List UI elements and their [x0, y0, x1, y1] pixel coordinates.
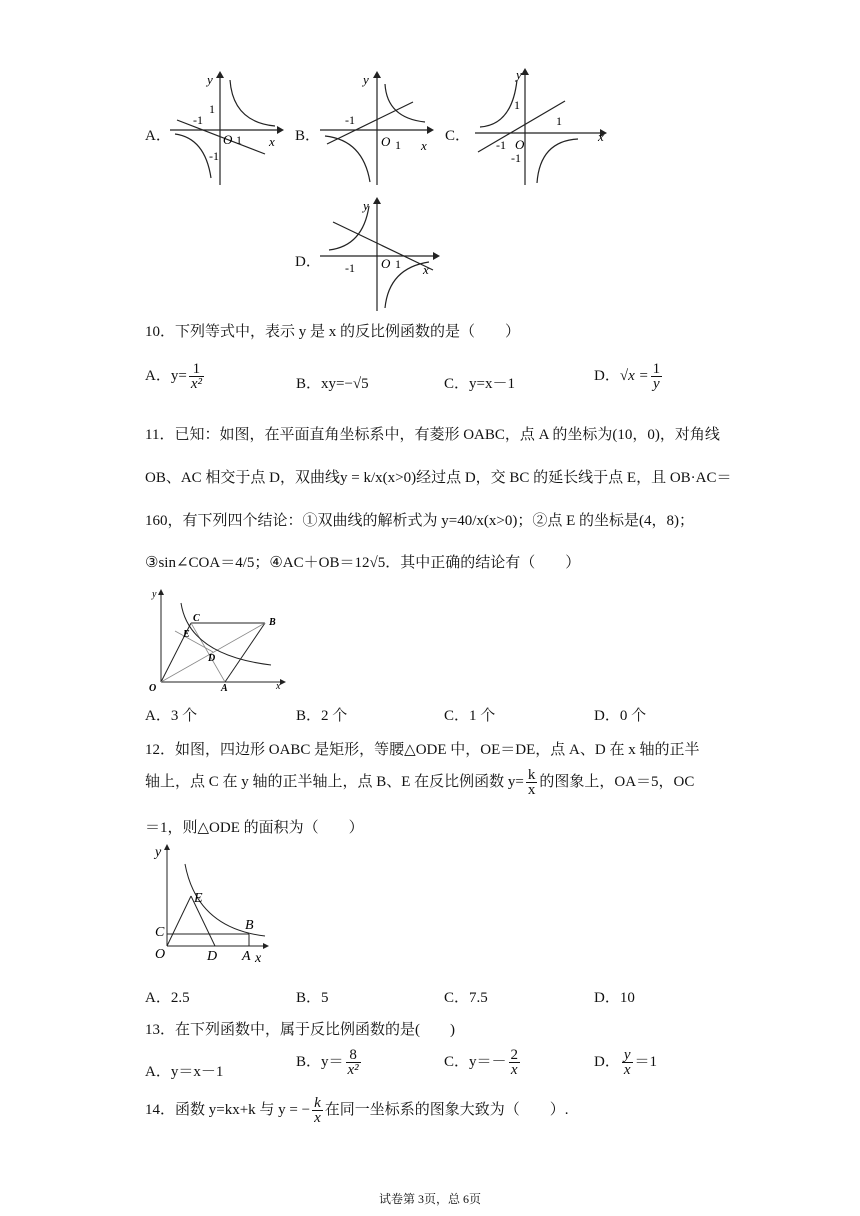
- svg-text:C: C: [193, 613, 200, 624]
- svg-text:O: O: [223, 132, 233, 147]
- q13-option-b: B．y＝ $\frac{8}{\text{x²}}$: [296, 1047, 359, 1078]
- question-13-stem: 13．在下列函数中，属于反比例函数的是( ): [145, 1022, 455, 1038]
- svg-text:-1: -1: [193, 113, 203, 127]
- question-11-line3: 160，有下列四个结论：①双曲线的解析式为 y=40/x(x>0)；②点 E 的坐标是(4，8)；: [145, 513, 694, 529]
- question-11-line4: ③sin∠COA＝4/5；④AC＋OB＝12√5．其中正确的结论有（ ）: [145, 555, 581, 571]
- graph-option-c: [470, 65, 610, 190]
- question-10-stem: 10．下列等式中，表示 y 是 x 的反比例函数的是（ ）: [145, 324, 521, 340]
- svg-text:x: x: [276, 681, 281, 692]
- svg-text:C: C: [155, 925, 165, 940]
- svg-text:y: y: [152, 589, 157, 600]
- svg-text:O: O: [381, 256, 391, 271]
- svg-text:x: x: [269, 134, 275, 149]
- svg-text:y: y: [363, 72, 369, 87]
- q12-option-b: B．5: [296, 990, 329, 1006]
- graph-option-a: [165, 70, 285, 190]
- question-11-line1: 11．已知：如图，在平面直角坐标系中，有菱形 OABC，点 A 的坐标为(10，0)，对角线: [145, 427, 720, 443]
- option-a-label: A．: [145, 128, 171, 144]
- q13-option-d: D． $\frac{y}{x}$ ＝1: [594, 1047, 658, 1078]
- svg-text:y: y: [516, 67, 522, 82]
- svg-text:O: O: [515, 137, 525, 152]
- page-footer: 试卷第 3页，总 6页: [378, 1192, 481, 1206]
- svg-text:-1: -1: [496, 138, 506, 152]
- question-12-line1: 12．如图，四边形 OABC 是矩形，等腰△ODE 中，OE＝DE，点 A、D 在 x 轴的正半: [145, 742, 700, 758]
- q13-option-c: C．y＝－ $\frac{2}{x}$: [444, 1047, 519, 1078]
- svg-text:1: 1: [236, 133, 242, 147]
- q12-option-a: A．2.5: [145, 990, 190, 1006]
- q13-option-a: A．y＝x－1: [145, 1064, 224, 1080]
- svg-text:y: y: [363, 198, 369, 213]
- svg-text:1: 1: [209, 102, 215, 116]
- question-14-stem: 14．函数 y=kx+k 与 y = − $\frac{k}{x}$ 在同一坐标系的图象大致为（ ）.: [145, 1095, 569, 1126]
- svg-text:O: O: [149, 683, 157, 694]
- svg-text:x: x: [423, 262, 429, 277]
- svg-text:1: 1: [556, 114, 562, 128]
- graph-option-b: [315, 70, 435, 190]
- svg-text:B: B: [269, 617, 276, 628]
- option-d-label: D．: [295, 254, 321, 270]
- svg-text:-1: -1: [511, 151, 521, 165]
- svg-text:x: x: [598, 129, 604, 144]
- svg-text:B: B: [245, 918, 254, 933]
- svg-text:1: 1: [395, 138, 401, 152]
- question-11-line2: OB、AC 相交于点 D，双曲线y = k/x(x>0)经过点 D，交 BC 的延长线于点 E，且 OB·AC＝: [145, 470, 732, 486]
- question-12-line2: 轴上，点 C 在 y 轴的正半轴上，点 B、E 在反比例函数 y= $\frac{k}{x}$ 的图象上，OA＝5，OC: [145, 767, 695, 798]
- q11-option-c: C．1 个: [444, 708, 496, 724]
- svg-text:O: O: [155, 947, 166, 962]
- svg-text:-1: -1: [345, 261, 355, 275]
- q12-option-c: C．7.5: [444, 990, 488, 1006]
- svg-text:O: O: [381, 134, 391, 149]
- svg-text:A: A: [242, 949, 251, 964]
- svg-text:-1: -1: [345, 113, 355, 127]
- q11-option-d: D．0 个: [594, 708, 647, 724]
- q11-option-a: A．3 个: [145, 708, 198, 724]
- svg-text:x: x: [255, 951, 262, 966]
- svg-text:-1: -1: [209, 149, 219, 163]
- svg-text:E: E: [194, 891, 203, 906]
- q10-option-a: A．y= $\frac{1}{\text{x²}}$: [145, 361, 202, 392]
- svg-text:D: D: [208, 653, 216, 664]
- svg-text:x: x: [421, 138, 427, 153]
- svg-text:1: 1: [514, 98, 520, 112]
- q10-option-b: B．xy=−√5: [296, 376, 369, 392]
- svg-text:y: y: [155, 845, 162, 860]
- q10-option-c: C．y=x－1: [444, 376, 515, 392]
- question-12-line3: ＝1，则△ODE 的面积为（ ）: [145, 820, 364, 836]
- q12-figure: [145, 840, 275, 970]
- svg-text:A: A: [221, 683, 228, 694]
- option-b-label: B．: [295, 128, 321, 144]
- q12-option-d: D．10: [594, 990, 635, 1006]
- q10-option-d: D．√x = $\frac{1}{y}$: [594, 361, 661, 392]
- svg-text:y: y: [207, 72, 213, 87]
- svg-text:E: E: [183, 629, 190, 640]
- q11-option-b: B．2 个: [296, 708, 348, 724]
- graph-option-d: [315, 196, 445, 316]
- svg-text:D: D: [207, 949, 218, 964]
- q11-figure: [145, 585, 295, 695]
- option-c-label: C．: [445, 128, 471, 144]
- svg-text:1: 1: [395, 257, 401, 271]
